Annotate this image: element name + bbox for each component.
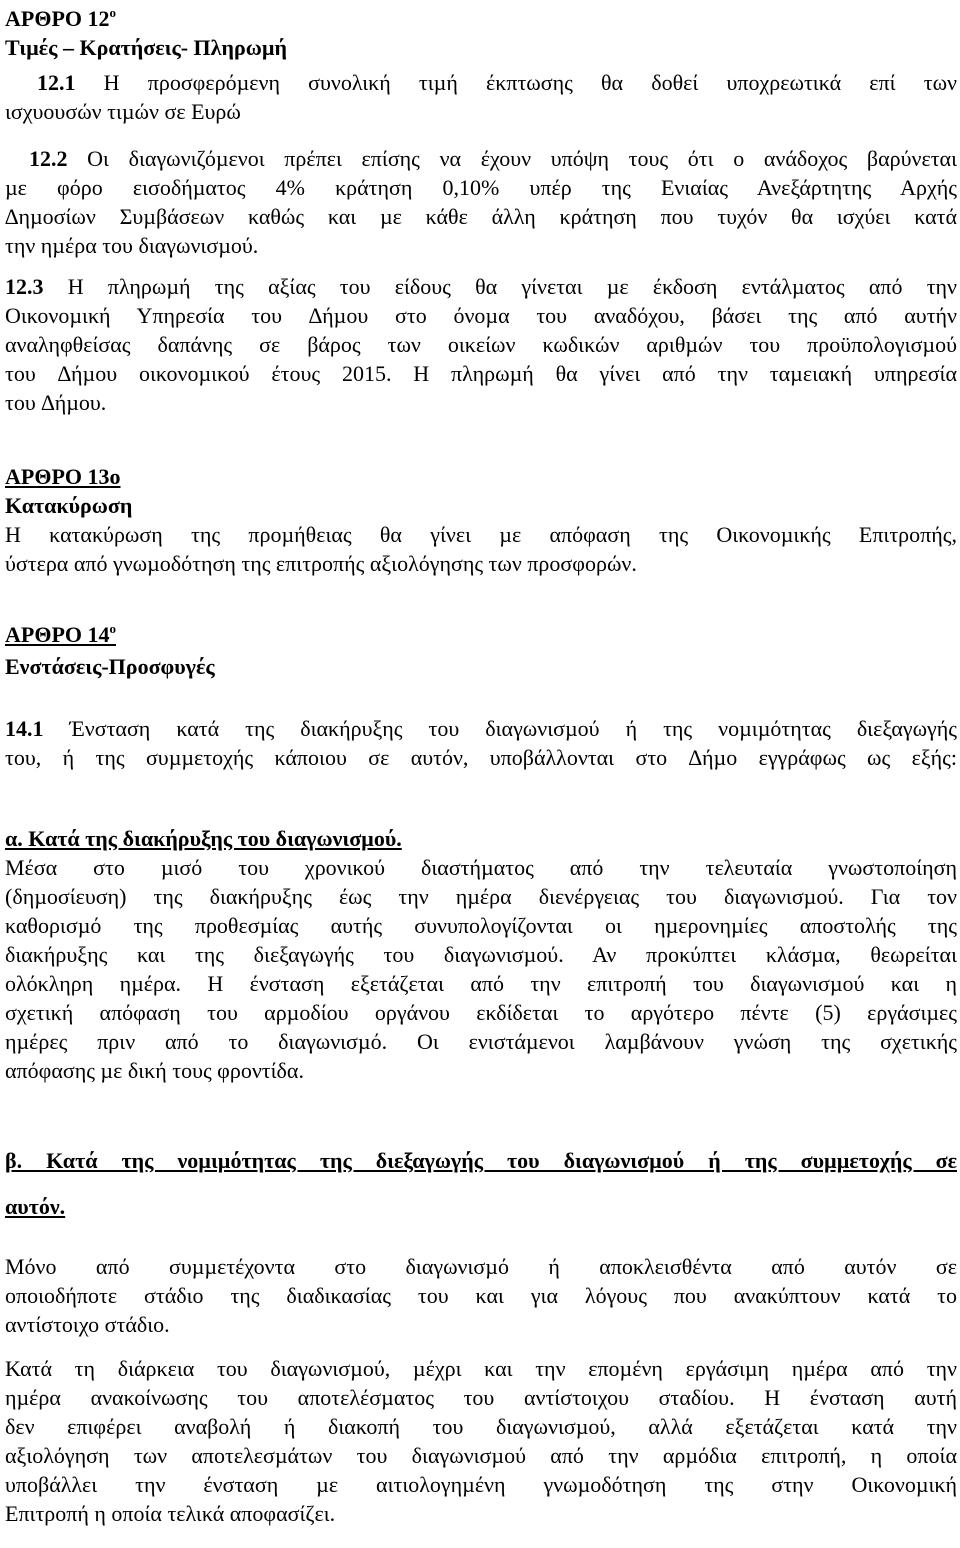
section-a-title: α. Κατά της διακήρυξης του διαγωνισµού. — [5, 826, 402, 851]
paragraph-number: 14.1 — [5, 716, 44, 741]
paragraph-12-1: 12.1 Η προσφερόµενη συνολική τιµή έκπτωσης θα δοθεί υποχρεωτικά επί των ισχυουσών τιµών σε Ευρώ — [5, 70, 957, 124]
section-a: α. Κατά της διακήρυξης του διαγωνισµού. Μέσα στο µισό του χρονικού διαστήµατος από την τελευταία γνωστοποίηση (δηµοσίευση) της διακήρυξης έως την ηµέρα διενέργειας του διαγωνισµού. Για τον καθορισµό της προθεσµίας αυτής συνυπολογίζονται οι ηµερονηµίες αποστολής της διακήρυξης και της διεξαγωγής του διαγωνισµού. Αν προκύπτει κλάσµα, θεωρείται ολόκληρη ηµέρα. Η ένσταση εξετάζεται από την επιτροπή του διαγωνισµού και η σχετική απόφαση του αρµοδίου οργάνου εκδίδεται το αργότερο πέντε (5) εργάσιµες ηµέρες πριν από το διαγωνισµό. Οι ενιστάµενοι λαµβάνουν γνώση της σχετικής απόφασης µε δική τους φροντίδα. — [5, 826, 957, 1083]
paragraph-12-2: 12.2 Οι διαγωνιζόµενοι πρέπει επίσης να έχουν υπόψη τους ότι ο ανάδοχος βαρύνεται µε φόρο εισοδήµατος 4% κράτηση 0,10% υπέρ της Ενιαίας Ανεξάρτητης Αρχής ∆ηµοσίων Συµβάσεων καθώς και µε κάθε άλλη κράτηση που τυχόν θα ισχύει κατά την ηµέρα του διαγωνισµού. — [5, 146, 957, 258]
section-b-title: β. Κατά της νοµιµότητας της διεξαγωγής του διαγωνισµού ή της συµµετοχής σε — [5, 1148, 957, 1173]
paragraph-12-3: 12.3 Η πληρωµή της αξίας του είδους θα γίνεται µε έκδοση εντάλµατος από την Οικονοµική Υπηρεσία του ∆ήµου στο όνοµα του αναδόχου, βάσει της από αυτήν αναληφθείσας δαπάνης σε βάρος των οικείων κωδικών αριθµών του προϋπολογισµού του ∆ήµου οικονοµικού έτους 2015. Η πληρωµή θα γίνει από την ταµειακή υπηρεσία του ∆ήµου. — [5, 274, 957, 415]
section-b-paragraph-1: Μόνο από συµµετέχοντα στο διαγωνισµό ή αποκλεισθέντα από αυτόν σε οποιοδήποτε στάδιο της διαδικασίας του και για λόγους που ανακύπτουν κατά το αντίστοιχο στάδιο. — [5, 1254, 957, 1337]
paragraph-number: 12.2 — [29, 146, 68, 171]
article-14-heading: ΑΡΘΡΟ $14^o$ — [5, 621, 116, 647]
article-13: ΑΡΘΡΟ 13ο Κατακύρωση Η κατακύρωση της προµήθειας θα γίνει µε απόφαση της Οικονοµικής Επιτροπής, ύστερα από γνωµοδότηση της επιτροπής αξιολόγησης των προσφορών. — [5, 464, 957, 576]
paragraph-number: 12.3 — [5, 274, 44, 299]
article-14 — [5, 620, 957, 649]
article-12-title: Τιµές – Κρατήσεις- Πληρωµή — [5, 35, 287, 60]
section-b-paragraph-2: Κατά τη διάρκεια του διαγωνισµού, µέχρι και την εποµένη εργάσιµη ηµέρα από την ηµέρα ανακοίνωσης του αποτελέσµατος του αντίστοιχου σταδίου. Η ένσταση αυτή δεν επιφέρει αναβολή ή διακοπή του διαγωνισµού, αλλά εξετάζεται κατά την αξιολόγηση των αποτελεσµάτων του διαγωνισµού από την αρµόδια επιτροπή, η οποία υποβάλλει την ένσταση µε αιτιολογηµένη γνωµοδότηση της στην Οικονοµική Επιτροπή η οποία τελικά αποφασίζει. — [5, 1356, 957, 1526]
article-12-heading: ΑΡΘΡΟ $12^o$ — [5, 5, 116, 31]
article-12 — [5, 4, 957, 62]
article-13-heading: ΑΡΘΡΟ 13ο — [5, 464, 121, 489]
article-13-title: Κατακύρωση — [5, 493, 133, 518]
paragraph-14-1: 14.1 Ένσταση κατά της διακήρυξης του διαγωνισµού ή της νοµιµότητας διεξαγωγής του, ή της συµµετοχής κάποιου σε αυτόν, υποβάλλονται στο ∆ήµο εγγράφως ως εξής: — [5, 716, 957, 770]
article-14-title: Ενστάσεις-Προσφυγές — [5, 654, 215, 679]
paragraph-number: 12.1 — [37, 70, 76, 95]
